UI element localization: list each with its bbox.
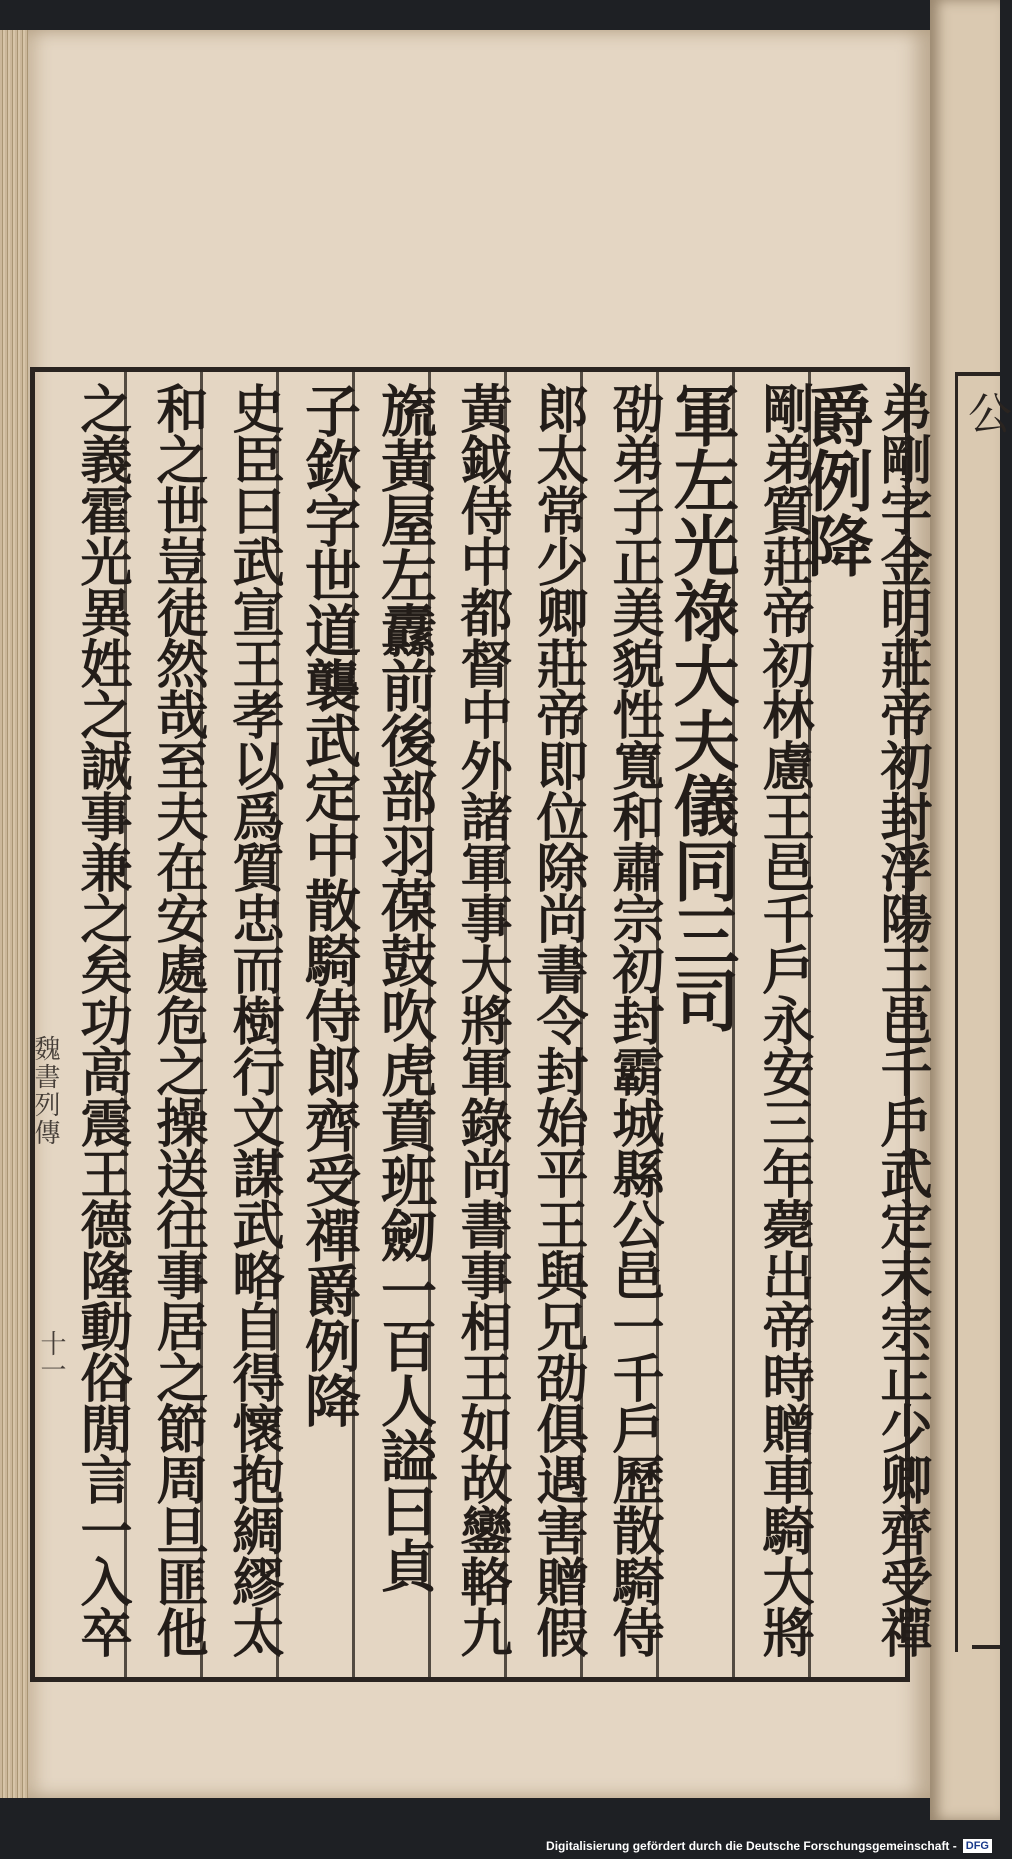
next-page-character: 公 bbox=[968, 389, 1012, 440]
text-column-3: 剛弟質莊帝初林慮王邑千戶永安三年薨出帝時贈車騎大將 bbox=[753, 382, 814, 1657]
next-page-edge bbox=[930, 0, 1000, 1820]
text-column-6: 郎太常少卿莊帝即位除尚書令封始平王與兄劭俱遇害贈假 bbox=[527, 382, 588, 1657]
text-column-11: 和之世豈徒然哉至夫在安處危之操送往事居之節周旦匪他 bbox=[147, 382, 208, 1657]
text-column-9: 子欽字世道襲武定中散騎侍郎齊受禪爵例降 bbox=[296, 382, 362, 1427]
next-page-frame-top bbox=[955, 372, 1000, 376]
text-column-12: 之義霍光異姓之誠事兼之矣功高震王德隆動俗閒言一入卒 bbox=[71, 382, 132, 1657]
text-column-8: 旒黃屋左纛前後部羽葆鼓吹虎賁班劒一百人謚曰貞 bbox=[372, 382, 438, 1592]
next-page-frame-line bbox=[955, 372, 958, 1652]
text-column-4: 軍左光祿大夫儀同三司 bbox=[662, 382, 740, 1032]
text-column-5: 劭弟子正美貌性寬和肅宗初封霸城縣公邑一千戶歷散騎侍 bbox=[603, 382, 664, 1657]
text-column-1: 弟剛字金明莊帝初封浮陽王邑千戶武定末宗正少卿齊受禪 bbox=[871, 382, 932, 1657]
next-page-frame-bottom bbox=[972, 1645, 1000, 1649]
text-column-7: 黃鉞侍中都督中外諸軍事大將軍錄尚書事相王如故鑾輅九 bbox=[451, 382, 512, 1657]
text-column-2: 爵例降 bbox=[796, 382, 874, 577]
dfg-logo: DFG bbox=[963, 1839, 992, 1853]
footer-text: Digitalisierung gefördert durch die Deutsche Forschungsgemeinschaft - bbox=[546, 1839, 957, 1853]
text-column-10: 史臣曰武宣王孝以爲質忠而樹行文謀武略自得懷抱綢繆太 bbox=[223, 382, 284, 1657]
digitization-footer bbox=[546, 1839, 992, 1853]
fold-title: 魏書列傳 bbox=[30, 1035, 60, 1147]
fold-page-number: 十一 bbox=[36, 1330, 66, 1382]
book-fore-edge bbox=[0, 30, 28, 1798]
